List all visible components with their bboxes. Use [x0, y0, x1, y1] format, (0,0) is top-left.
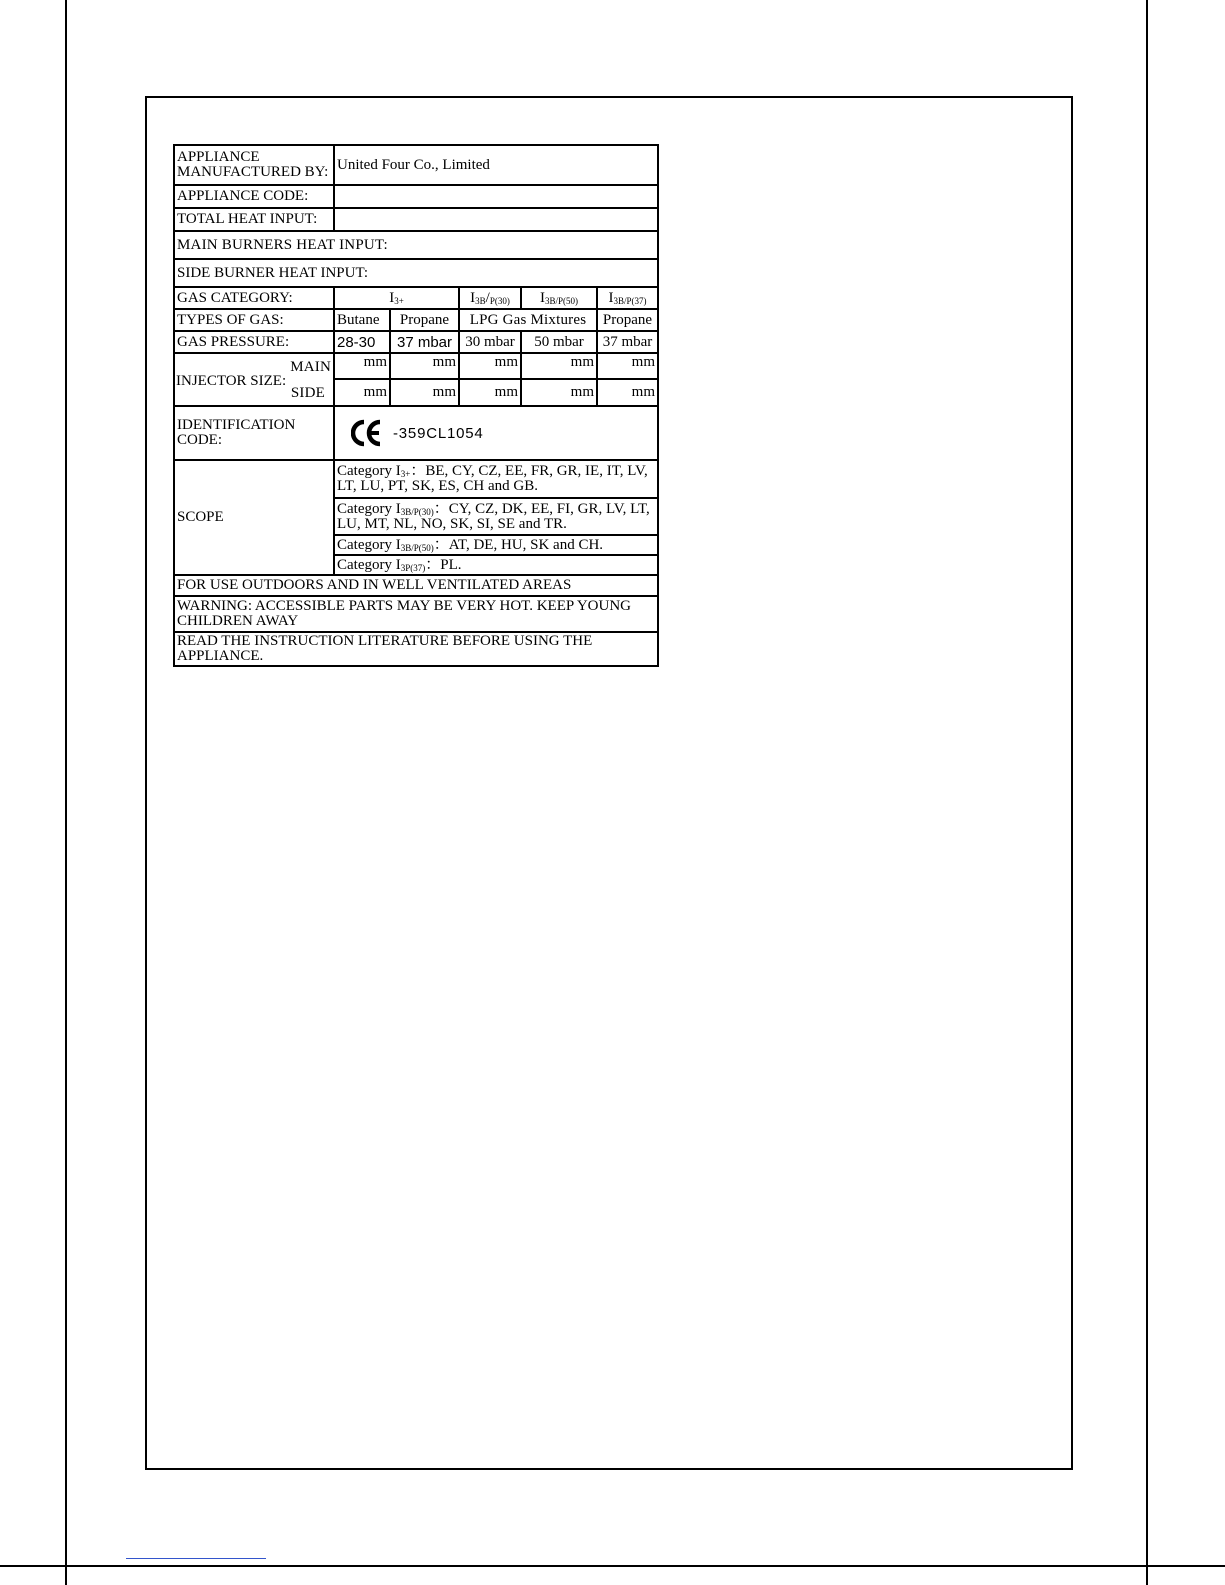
scope-item [334, 460, 658, 498]
manufacturer-label-line2: MANUFACTURED BY: [177, 164, 329, 180]
read-instructions-row [174, 632, 658, 666]
injector-main-row [174, 353, 658, 379]
scope-sub: 3+ [400, 469, 411, 479]
types-label: TYPES OF GAS: [174, 309, 334, 331]
injector-main-size: mm [334, 353, 390, 379]
identification-value [334, 406, 658, 460]
scope-label: SCOPE [174, 460, 334, 575]
injector-main-size: mm [390, 353, 459, 379]
main-burners-label: MAIN BURNERS HEAT INPUT: [174, 231, 658, 259]
category-sub: P(30) [489, 295, 510, 306]
injector-side-size: mm [459, 379, 521, 406]
read-instructions-notice: READ THE INSTRUCTION LITERATURE BEFORE USING THE APPLIANCE. [174, 632, 658, 666]
gas-pressure: 28-30 [334, 331, 390, 353]
scope-countries: ：PL. [425, 556, 462, 573]
injector-main-size: mm [459, 353, 521, 379]
gas-pressure: 37 mbar [597, 331, 658, 353]
gas-category-row [174, 287, 658, 309]
scope-item [334, 498, 658, 535]
category-base: I [608, 289, 614, 306]
category-sub: 3B/P(37) [613, 295, 647, 306]
injector-side-size: mm [390, 379, 459, 406]
manufacturer-label [174, 145, 334, 185]
category-i3plus [334, 287, 459, 309]
injector-main-label: MAIN [290, 358, 331, 375]
side-burner-label: SIDE BURNER HEAT INPUT: [174, 259, 658, 287]
category-base: I [389, 289, 395, 306]
types-of-gas-row [174, 309, 658, 331]
outdoor-notice: FOR USE OUTDOORS AND IN WELL VENTILATED AREAS [174, 575, 658, 596]
total-heat-label: TOTAL HEAT INPUT: [174, 208, 334, 231]
gas-type: Butane [334, 309, 390, 331]
scope-sub: 3P(37) [400, 562, 426, 573]
appliance-code-value [334, 185, 658, 208]
manufacturer-value: United Four Co., Limited [334, 145, 658, 185]
gas-category-label: GAS CATEGORY: [174, 287, 334, 309]
footer-link-underline[interactable] [126, 1558, 266, 1559]
page-edge-bottom [0, 1565, 1225, 1567]
injector-side-size: mm [521, 379, 597, 406]
category-base: I [539, 289, 545, 306]
manufacturer-row [174, 145, 658, 185]
side-burner-row [174, 259, 658, 287]
identification-code: -359CL1054 [393, 424, 484, 442]
injector-main-size: mm [521, 353, 597, 379]
total-heat-row [174, 208, 658, 231]
injector-side-size: mm [597, 379, 658, 406]
injector-main-size: mm [597, 353, 658, 379]
pressure-label: GAS PRESSURE: [174, 331, 334, 353]
warning-row [174, 596, 658, 632]
category-i3b-p37 [597, 287, 658, 309]
scope-countries: ：CY, CZ, DK, EE, FI, GR, LV, LT, LU, MT, NL, NO, SK, SI, SE and TR. [337, 500, 650, 532]
outdoor-row [174, 575, 658, 596]
scope-prefix: Category I [337, 463, 401, 479]
scope-countries: ：BE, CY, CZ, EE, FR, GR, IE, IT, LV, LT, LU, PT, SK, ES, CH and GB. [337, 463, 648, 494]
scope-prefix: Category I [337, 500, 401, 517]
gas-pressure: 50 mbar [521, 331, 597, 353]
scope-sub: 3B/P(30) [400, 506, 434, 517]
scope-countries: ：AT, DE, HU, SK and CH. [433, 536, 604, 553]
category-base: I [470, 289, 476, 306]
scope-sub: 3B/P(50) [400, 542, 434, 553]
injector-label-cell [174, 353, 334, 406]
total-heat-value [334, 208, 658, 231]
rating-label-table [173, 144, 659, 667]
appliance-code-label: APPLIANCE CODE: [174, 185, 334, 208]
gas-pressure-row [174, 331, 658, 353]
main-burners-row [174, 231, 658, 259]
gas-pressure: 30 mbar [459, 331, 521, 353]
gas-type: Propane [597, 309, 658, 331]
injector-side-size: mm [334, 379, 390, 406]
category-sub: 3B/P(50) [544, 295, 578, 306]
gas-pressure: 37 mbar [390, 331, 459, 353]
manufacturer-label-line1: APPLIANCE [177, 149, 260, 165]
page-edge-left [65, 0, 67, 1585]
warning-notice: WARNING: ACCESSIBLE PARTS MAY BE VERY HOT. KEEP YOUNG CHILDREN AWAY [174, 596, 658, 632]
scope-item [334, 555, 658, 575]
scope-prefix: Category I [337, 556, 401, 573]
injector-label: INJECTOR SIZE: [176, 372, 287, 389]
ce-mark-icon [351, 419, 383, 447]
category-slash: / [485, 289, 490, 306]
identification-label-line2: CODE: [177, 432, 222, 448]
category-i3b-p30 [459, 287, 521, 309]
scope-row-1 [174, 460, 658, 498]
injector-side-label: SIDE [290, 384, 325, 401]
appliance-code-row [174, 185, 658, 208]
identification-row [174, 406, 658, 460]
identification-label [174, 406, 334, 460]
identification-label-line1: IDENTIFICATION [177, 417, 296, 433]
scope-prefix: Category I [337, 536, 401, 553]
category-sub: 3B [475, 295, 486, 306]
page-edge-right [1146, 0, 1148, 1585]
gas-type: Propane [390, 309, 459, 331]
category-i3b-p50 [521, 287, 597, 309]
scope-item [334, 535, 658, 555]
category-sub: 3+ [394, 295, 404, 306]
gas-type: LPG Gas Mixtures [459, 309, 597, 331]
